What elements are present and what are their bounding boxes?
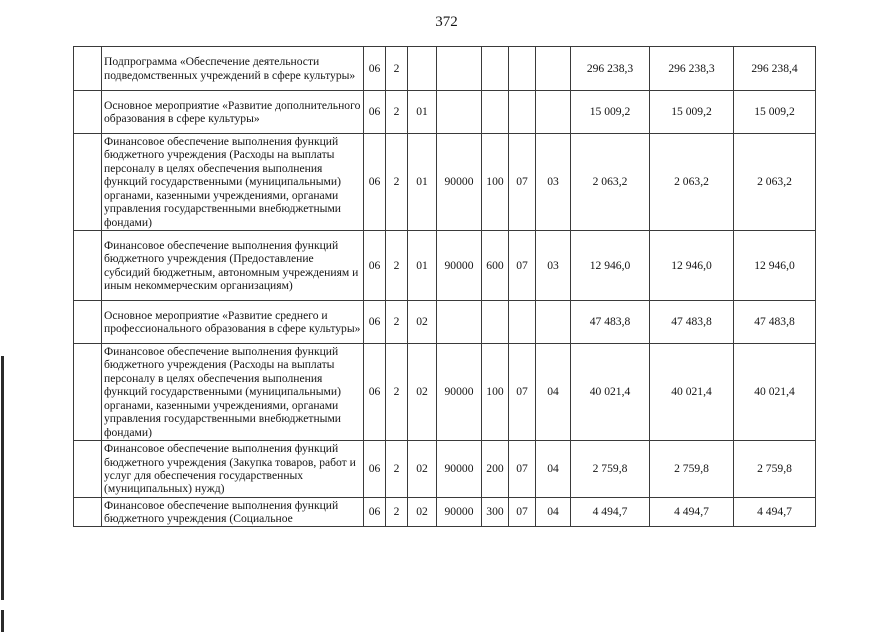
- row-name: Финансовое обеспечение выполнения функций бюджетного учреждения (Расходы на выплаты персоналу в целях обеспечения выполнения функций государственными (муниципальными) органами, казенными учреждениями, органами управления государственными внебюджетными фондами): [102, 344, 364, 441]
- code-expense-type: 600: [482, 231, 509, 301]
- table-body: [74, 47, 816, 527]
- scan-edge-mark: [1, 356, 4, 600]
- table-row: [74, 134, 816, 231]
- code-subprogram: 2: [386, 441, 408, 498]
- code-direction: 90000: [437, 498, 482, 527]
- table-row: [74, 301, 816, 344]
- value-year-2: 2 063,2: [650, 134, 734, 231]
- value-year-3: 296 238,4: [734, 47, 816, 91]
- table-row: [74, 91, 816, 134]
- code-activity: 02: [408, 344, 437, 441]
- code-expense-type: 200: [482, 441, 509, 498]
- value-year-1: 4 494,7: [571, 498, 650, 527]
- value-year-3: 47 483,8: [734, 301, 816, 344]
- row-name: Финансовое обеспечение выполнения функций бюджетного учреждения (Закупка товаров, работ и услуг для обеспечения государственных (муниципальных) нужд): [102, 441, 364, 498]
- blank-left-cell: [74, 344, 102, 441]
- code-subsection: 03: [536, 134, 571, 231]
- code-activity: [408, 47, 437, 91]
- row-name: Финансовое обеспечение выполнения функций бюджетного учреждения (Расходы на выплаты персоналу в целях обеспечения выполнения функций государственными (муниципальными) органами, казенными учреждениями, органами управления государственными внебюджетными фондами): [102, 134, 364, 231]
- value-year-2: 47 483,8: [650, 301, 734, 344]
- code-subprogram: 2: [386, 301, 408, 344]
- blank-left-cell: [74, 498, 102, 527]
- scan-edge-mark-lower: [1, 610, 4, 632]
- table-row: [74, 344, 816, 441]
- value-year-3: 2 759,8: [734, 441, 816, 498]
- code-subsection: [536, 47, 571, 91]
- code-subprogram: 2: [386, 134, 408, 231]
- table-row: [74, 441, 816, 498]
- value-year-1: 15 009,2: [571, 91, 650, 134]
- value-year-1: 2 063,2: [571, 134, 650, 231]
- value-year-3: 4 494,7: [734, 498, 816, 527]
- code-chapter: 06: [364, 47, 386, 91]
- blank-left-cell: [74, 91, 102, 134]
- budget-table: [73, 46, 816, 527]
- code-section: 07: [509, 498, 536, 527]
- code-direction: 90000: [437, 344, 482, 441]
- code-chapter: 06: [364, 91, 386, 134]
- code-direction: [437, 301, 482, 344]
- code-chapter: 06: [364, 441, 386, 498]
- value-year-2: 4 494,7: [650, 498, 734, 527]
- code-section: [509, 47, 536, 91]
- value-year-2: 2 759,8: [650, 441, 734, 498]
- value-year-2: 15 009,2: [650, 91, 734, 134]
- code-section: 07: [509, 134, 536, 231]
- code-chapter: 06: [364, 344, 386, 441]
- value-year-3: 12 946,0: [734, 231, 816, 301]
- code-activity: 02: [408, 498, 437, 527]
- page-number: 372: [435, 14, 458, 30]
- value-year-2: 40 021,4: [650, 344, 734, 441]
- value-year-3: 15 009,2: [734, 91, 816, 134]
- code-subsection: 04: [536, 344, 571, 441]
- row-name: Финансовое обеспечение выполнения функций бюджетного учреждения (Социальное: [102, 498, 364, 527]
- code-chapter: 06: [364, 134, 386, 231]
- table-row: [74, 498, 816, 527]
- code-activity: 02: [408, 441, 437, 498]
- code-subsection: 03: [536, 231, 571, 301]
- value-year-1: 47 483,8: [571, 301, 650, 344]
- table-row: [74, 47, 816, 91]
- code-section: [509, 301, 536, 344]
- code-subsection: 04: [536, 441, 571, 498]
- row-name: Основное мероприятие «Развитие среднего и профессионального образования в сфере культуры»: [102, 301, 364, 344]
- code-activity: 01: [408, 134, 437, 231]
- blank-left-cell: [74, 47, 102, 91]
- code-section: 07: [509, 441, 536, 498]
- value-year-2: 296 238,3: [650, 47, 734, 91]
- row-name: Финансовое обеспечение выполнения функций бюджетного учреждения (Предоставление субсидий бюджетным, автономным учреждениям и иным некоммерческим организациям): [102, 231, 364, 301]
- code-chapter: 06: [364, 231, 386, 301]
- code-direction: [437, 47, 482, 91]
- value-year-1: 2 759,8: [571, 441, 650, 498]
- row-name: Подпрограмма «Обеспечение деятельности подведомственных учреждений в сфере культуры»: [102, 47, 364, 91]
- code-subprogram: 2: [386, 231, 408, 301]
- code-expense-type: 100: [482, 344, 509, 441]
- code-subprogram: 2: [386, 47, 408, 91]
- code-expense-type: [482, 91, 509, 134]
- code-activity: 01: [408, 231, 437, 301]
- code-chapter: 06: [364, 301, 386, 344]
- code-chapter: 06: [364, 498, 386, 527]
- code-expense-type: [482, 301, 509, 344]
- blank-left-cell: [74, 441, 102, 498]
- code-subsection: 04: [536, 498, 571, 527]
- blank-left-cell: [74, 301, 102, 344]
- code-expense-type: [482, 47, 509, 91]
- code-section: [509, 91, 536, 134]
- code-section: 07: [509, 344, 536, 441]
- code-activity: 01: [408, 91, 437, 134]
- value-year-1: 40 021,4: [571, 344, 650, 441]
- code-subsection: [536, 301, 571, 344]
- code-subprogram: 2: [386, 498, 408, 527]
- code-activity: 02: [408, 301, 437, 344]
- code-expense-type: 300: [482, 498, 509, 527]
- code-subprogram: 2: [386, 344, 408, 441]
- table-row: [74, 231, 816, 301]
- code-expense-type: 100: [482, 134, 509, 231]
- blank-left-cell: [74, 134, 102, 231]
- value-year-1: 296 238,3: [571, 47, 650, 91]
- value-year-1: 12 946,0: [571, 231, 650, 301]
- code-subprogram: 2: [386, 91, 408, 134]
- value-year-2: 12 946,0: [650, 231, 734, 301]
- code-section: 07: [509, 231, 536, 301]
- row-name: Основное мероприятие «Развитие дополнительного образования в сфере культуры»: [102, 91, 364, 134]
- code-direction: 90000: [437, 134, 482, 231]
- blank-left-cell: [74, 231, 102, 301]
- value-year-3: 40 021,4: [734, 344, 816, 441]
- code-direction: 90000: [437, 441, 482, 498]
- value-year-3: 2 063,2: [734, 134, 816, 231]
- code-direction: [437, 91, 482, 134]
- code-subsection: [536, 91, 571, 134]
- code-direction: 90000: [437, 231, 482, 301]
